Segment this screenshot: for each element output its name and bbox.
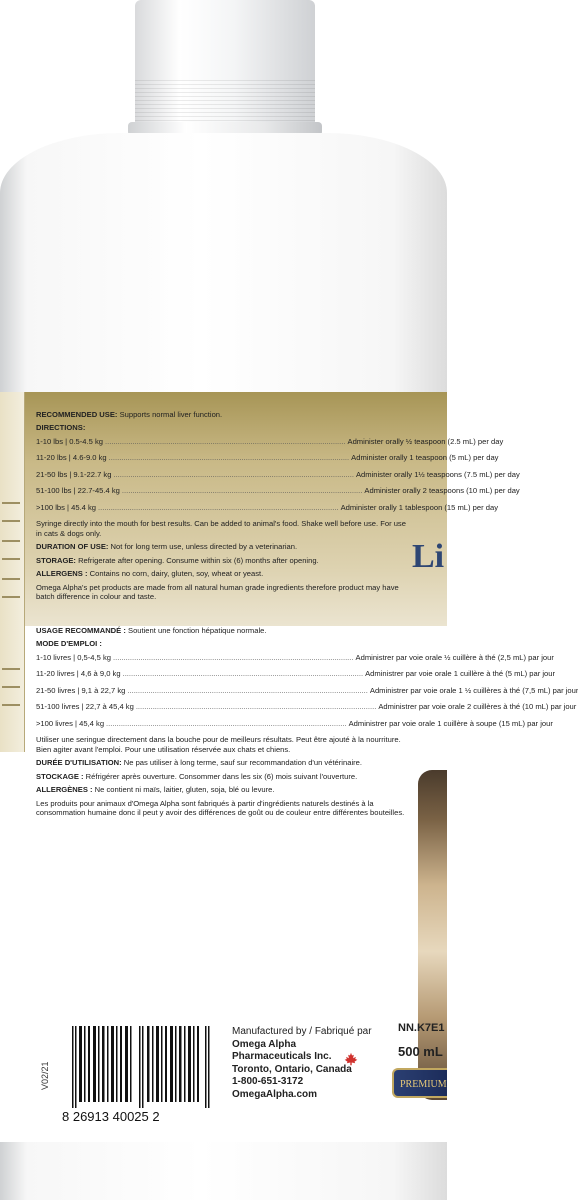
manufactured-by-label: Manufactured by / Fabriqué par	[232, 1026, 372, 1037]
barcode-digits: 8 26913 40025 2	[62, 1109, 160, 1124]
manufacturer-phone: 1-800-651-3172	[232, 1076, 304, 1087]
panel-mark	[2, 686, 20, 688]
panel-mark	[2, 520, 20, 522]
barcode-bars	[72, 1026, 212, 1108]
cap-ridges	[135, 80, 315, 124]
syringe-instructions-fr: Utiliser une seringue directement dans la bouche pour de meilleurs résultats. Peut être ajouté à la nourriture. Bien agiter avant l'emploi. Pour une utilisation réservée aux chats et chiens.	[36, 735, 401, 754]
directions-heading: DIRECTIONS:	[36, 423, 86, 433]
recommended-use: RECOMMENDED USE: Supports normal liver function.	[36, 410, 223, 419]
dose-row-fr: 51-100 livres | 22,7 à 45,4 kg .................................................................................................................. Administrer par voie orale 2 cuillères à thé (10 mL) par jour	[36, 702, 577, 712]
storage-en: STORAGE: Refrigerate after opening. Consume within six (6) months after opening.	[36, 555, 319, 565]
usage-recommande: USAGE RECOMMANDÉ : Soutient une fonction hépatique normale.	[36, 625, 267, 635]
panel-mark	[2, 668, 20, 670]
dose-row-fr: 21-50 livres | 9,1 à 22,7 kg .................................................................................................................. Administrer par voie orale 1 ½ cuillères à thé (7,5 mL) par jour	[36, 685, 578, 695]
manufacturer-website: OmegaAlpha.com	[232, 1088, 318, 1100]
allergens-en: ALLERGENS : Contains no corn, dairy, gluten, soy, wheat or yeast.	[36, 569, 264, 579]
manufacturer-info	[232, 1026, 402, 1101]
allergens-fr: ALLERGÈNES : Ne contient ni maïs, laitier, gluten, soja, blé ou levure.	[36, 785, 275, 795]
dose-row-en: 1-10 lbs | 0.5-4.5 kg .................................................................................................................. Administer orally ½ teaspoon (2.5 mL) per day	[36, 436, 504, 446]
manufacturer-city: Toronto, Ontario, Canada	[232, 1063, 352, 1075]
panel-mark	[2, 540, 20, 542]
label-left-panel-edge	[0, 392, 25, 752]
panel-mark	[2, 558, 20, 560]
dose-row-fr: 11-20 livres | 4,6 à 9,0 kg .................................................................................................................. Administrer par voie orale 1 cuillère à thé (5 mL) par jour	[36, 669, 556, 679]
label-text-block	[36, 410, 578, 822]
batch-note-en: Omega Alpha's pet products are made from all natural human grade ingredients therefore product may have batch difference in colour and taste.	[36, 582, 399, 602]
premium-badge: PREMIUM	[392, 1068, 447, 1098]
dose-row-en: 51-100 lbs | 22.7-45.4 kg .................................................................................................................. Administer orally 2 teaspoons (10 mL) per day	[36, 486, 520, 496]
dose-row-en: 21-50 lbs | 9.1-22.7 kg .................................................................................................................. Administer orally 1½ teaspoons (7.5 mL) per day	[36, 469, 520, 479]
maple-leaf-icon	[344, 1052, 358, 1066]
dose-row-fr: >100 livres | 45,4 kg .................................................................................................................. Administrer par voie orale 1 cuillère à soupe (15 mL) par jour	[36, 718, 553, 728]
brand-letters: Li	[412, 538, 445, 575]
storage-fr: STOCKAGE : Réfrigérer après ouverture. Consommer dans les six (6) mois suivant l'ouverture.	[36, 771, 358, 781]
panel-mark	[2, 578, 20, 580]
panel-mark	[2, 704, 20, 706]
manufacturer-name-1: Omega Alpha	[232, 1038, 297, 1050]
syringe-instructions-en: Syringe directly into the mouth for best results. Can be added to animal's food. Shake well before use. For use in cats & dogs only.	[36, 519, 406, 538]
duration-fr: DURÉE D'UTILISATION: Ne pas utiliser à long terme, sauf sur recommandation d'un vétérinaire.	[36, 758, 362, 768]
mode-emploi-heading: MODE D'EMPLOI :	[36, 639, 102, 649]
dose-row-fr: 1-10 livres | 0,5-4,5 kg .................................................................................................................. Administrer par voie orale ½ cuillère à thé (2,5 mL) par jour	[36, 652, 554, 662]
dose-row-en: >100 lbs | 45.4 kg .................................................................................................................. Administer orally 1 tablespoon (15 mL) per day	[36, 502, 498, 512]
product-volume: 500 mL	[398, 1044, 443, 1059]
batch-note-fr: Les produits pour animaux d'Omega Alpha sont fabriqués à partir d'ingrédients naturels destinés à la consommation humaine donc il peut y avoir des différences de goût ou de couleur entre différentes bouteilles.	[36, 798, 405, 818]
version-code: V02/21	[40, 1061, 50, 1090]
brand-name-partial	[412, 540, 447, 620]
manufacturer-name-2: Pharmaceuticals Inc.	[232, 1051, 332, 1062]
panel-mark	[2, 502, 20, 504]
bottle-cap	[135, 0, 315, 124]
product-nn-number: NN.K7E1	[398, 1022, 445, 1034]
dose-row-en: 11-20 lbs | 4.6-9.0 kg .................................................................................................................. Administer orally 1 teaspoon (5 mL) per day	[36, 453, 499, 463]
barcode	[62, 1026, 218, 1124]
panel-mark	[2, 596, 20, 598]
duration-en: DURATION OF USE: Not for long term use, unless directed by a veterinarian.	[36, 542, 298, 552]
